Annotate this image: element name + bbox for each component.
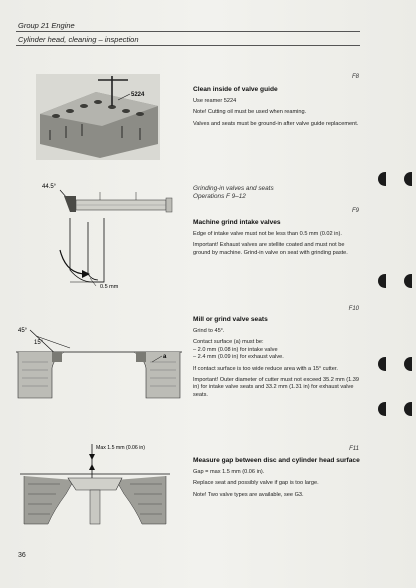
paragraph: Edge of intake valve must not be less than 0.5 mm (0.02 in). [193, 231, 342, 237]
paragraph: Grind to 45°. [193, 328, 225, 334]
reamer-illustration [36, 74, 160, 160]
page-number: 36 [18, 552, 26, 559]
section-title: Machine grind intake valves [193, 219, 281, 226]
paragraph: Valves and seats must be ground-in after valve guide replacement. [193, 120, 359, 127]
paragraph: Note! Cutting oil must be used when reaming. [193, 109, 307, 116]
section-f10 [193, 316, 361, 403]
list-item: – 2.0 mm (0.08 in) for intake valve [193, 346, 278, 353]
paragraph: If contact surface is too wide reduce area with a 15° cutter. [193, 365, 338, 372]
paragraph: Note! Two valve types are available, see G3. [193, 491, 304, 498]
section-heading: Cylinder head, cleaning – inspection [18, 35, 139, 44]
header-rule-2 [16, 45, 360, 46]
valve-seat-illustration [14, 318, 184, 402]
thumb-tab [378, 172, 386, 186]
figure-label-f10: F10 [348, 306, 359, 312]
paragraph: Gap = max 1.5 mm (0.06 in). [193, 469, 265, 475]
figure-label-f8: F8 [351, 74, 359, 80]
reamer-label: 5224 [131, 92, 145, 98]
section-f11 [193, 457, 361, 503]
figure-label-f11: F11 [349, 446, 359, 452]
section-f9-ops [193, 193, 361, 206]
valve-angle-label: 44.5° [42, 184, 57, 190]
paragraph: Contact surface (a) must be: [193, 339, 264, 346]
header-rule [16, 31, 360, 32]
group-heading: Group 21 Engine [18, 21, 75, 30]
thumb-tab [404, 402, 412, 416]
thumb-tab [404, 274, 412, 288]
seat-angle-15: 15° [34, 340, 44, 346]
thumb-tab [378, 402, 386, 416]
gap-measure-illustration [20, 440, 180, 526]
section-title: Mill or grind valve seats [193, 316, 268, 323]
paragraph: Replace seat and possibly valve if gap is too large. [193, 480, 319, 487]
thumb-tab [404, 172, 412, 186]
valve-grind-illustration [40, 178, 180, 290]
figure-label-f9: F9 [351, 208, 359, 214]
subsection-title: Grinding-in valves and seats [193, 185, 274, 192]
paragraph: Important! Exhaust valves are stellite coated and must not be ground by machine. Grind-in valve on seat with grinding paste. [193, 242, 348, 256]
thumb-tab [378, 274, 386, 288]
thumb-tab [404, 357, 412, 371]
section-f9-body [193, 219, 361, 261]
seat-label-a: a [163, 354, 167, 360]
section-title: Measure gap between disc and cylinder head surface [193, 457, 360, 464]
gap-label: Max 1.5 mm (0.06 in) [96, 445, 146, 451]
thumb-tab [378, 357, 386, 371]
subsection-operations: Operations F 9–12 [193, 193, 246, 200]
seat-angle-45: 45° [18, 328, 28, 334]
list-item: – 2.4 mm (0.09 in) for exhaust valve. [193, 354, 284, 361]
paragraph: Use reamer 5224 [193, 98, 237, 104]
valve-edge-label: 0.5 mm [100, 284, 119, 290]
section-title: Clean inside of valve guide [193, 86, 278, 93]
section-f8 [193, 86, 361, 132]
paragraph: Important! Outer diameter of cutter must not exceed 35.2 mm (1.39 in) for intake valve seats and 33.2 mm (1.31 in) for exhaust valve seats. [193, 377, 360, 398]
